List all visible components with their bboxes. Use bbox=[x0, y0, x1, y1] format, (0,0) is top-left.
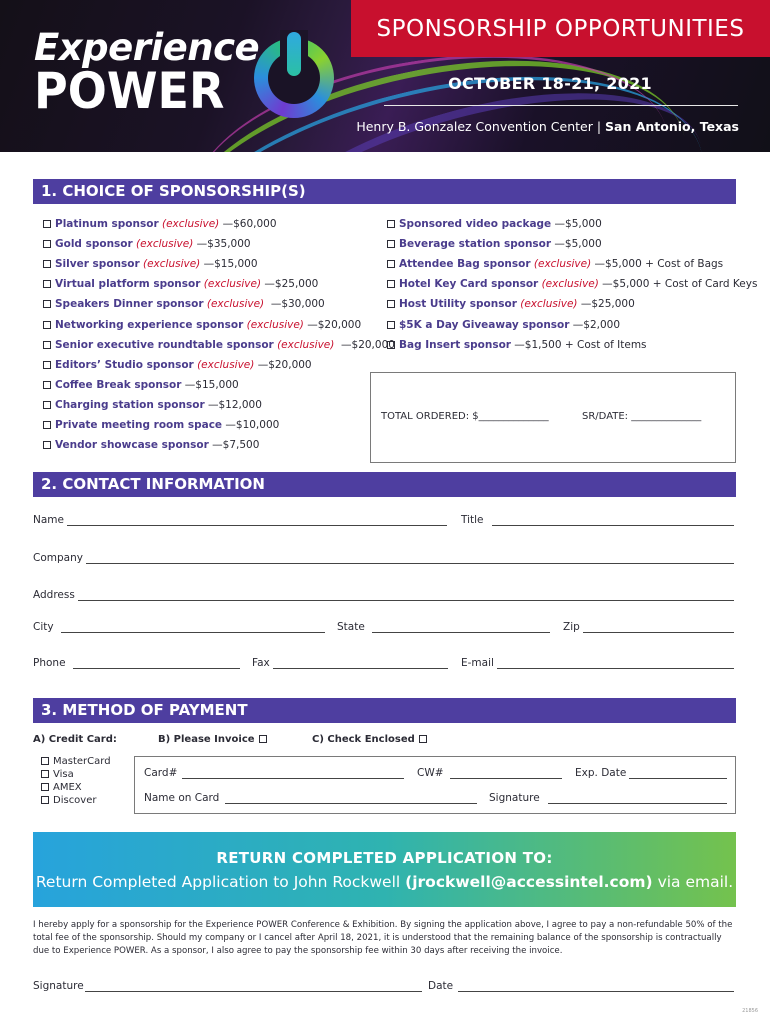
invoice-checkbox[interactable] bbox=[259, 735, 267, 743]
sponsorship-checkbox[interactable] bbox=[43, 300, 51, 308]
card-option-label: Discover bbox=[53, 795, 97, 806]
sponsorship-price: —$7,500 bbox=[208, 439, 260, 452]
sponsorship-option[interactable] bbox=[387, 218, 602, 230]
signature-field[interactable] bbox=[33, 980, 422, 992]
card-option-mastercard[interactable] bbox=[41, 755, 111, 768]
card-number-label: Card# bbox=[144, 767, 178, 779]
sponsorship-name: Vendor showcase sponsor bbox=[55, 439, 209, 452]
return-banner bbox=[33, 832, 736, 907]
address-input-line[interactable] bbox=[78, 592, 734, 601]
title-box bbox=[351, 0, 770, 57]
return-text-prefix: Return Completed Application to John Rockwell bbox=[35, 873, 406, 891]
signature-label: Signature bbox=[33, 980, 84, 992]
sponsorship-checkbox[interactable] bbox=[43, 220, 51, 228]
logo-text-power: POWER bbox=[34, 62, 225, 120]
name-on-card-label: Name on Card bbox=[144, 792, 220, 804]
sponsorship-checkbox[interactable] bbox=[43, 401, 51, 409]
card-option-label: MasterCard bbox=[53, 756, 111, 767]
sponsorship-option[interactable] bbox=[43, 359, 312, 371]
sponsorship-option[interactable] bbox=[43, 298, 325, 310]
exclusive-tag: (exclusive) bbox=[246, 318, 304, 331]
title-label: Title bbox=[461, 514, 484, 526]
sponsorship-checkbox[interactable] bbox=[43, 381, 51, 389]
discover-checkbox[interactable] bbox=[41, 796, 49, 804]
exclusive-tag: (exclusive) bbox=[197, 358, 255, 371]
return-email-link[interactable]: (jrockwell@accessintel.com) bbox=[405, 873, 653, 891]
phone-label: Phone bbox=[33, 657, 66, 669]
terms-text: I hereby apply for a sponsorship for the Experience POWER Conference & Exhibition. By signing the application above, I agree to pay a non-refundable 50% of the total fee of the sponsorship. Should my company or I cancel after April 18, 2021, it is understood that the remaining balance of the sponsorship is contractually due to Experience POWER. As a sponsor, I also agree to pay the sponsorship fee within 30 days after receiving the invoice. bbox=[33, 920, 733, 956]
zip-field[interactable] bbox=[563, 621, 734, 633]
zip-input-line[interactable] bbox=[583, 624, 734, 633]
email-field[interactable] bbox=[461, 657, 734, 669]
cvv-input-line[interactable] bbox=[450, 770, 562, 779]
sponsorship-price: —$60,000 bbox=[219, 218, 277, 230]
exclusive-tag: (exclusive) bbox=[533, 258, 592, 271]
sponsorship-name: Senior executive roundtable sponsor bbox=[55, 338, 274, 351]
sponsorship-option[interactable] bbox=[387, 278, 757, 290]
sponsorship-name: Hotel Key Card sponsor bbox=[399, 278, 539, 291]
check-label: C) Check Enclosed bbox=[312, 734, 415, 745]
name-field[interactable] bbox=[33, 514, 447, 526]
title-field[interactable] bbox=[461, 514, 734, 526]
header-banner bbox=[0, 0, 770, 152]
zip-label: Zip bbox=[563, 621, 580, 633]
sponsorship-checkbox[interactable] bbox=[43, 421, 51, 429]
fax-input-line[interactable] bbox=[273, 660, 448, 669]
total-ordered-field[interactable]: TOTAL ORDERED: $______________ bbox=[381, 411, 549, 422]
city-field[interactable] bbox=[33, 621, 325, 633]
section-heading-contact: 2. CONTACT INFORMATION bbox=[33, 472, 736, 497]
event-dates: OCTOBER 18-21, 2021 bbox=[448, 74, 652, 93]
name-label: Name bbox=[33, 514, 64, 526]
sponsorship-option[interactable] bbox=[43, 218, 277, 230]
sponsorship-option[interactable] bbox=[43, 419, 279, 431]
sponsorship-option[interactable] bbox=[387, 298, 635, 310]
sponsorship-checkbox[interactable] bbox=[387, 300, 395, 308]
section-heading-sponsorship: 1. CHOICE OF SPONSORSHIP(S) bbox=[33, 179, 736, 204]
sponsorship-name: Host Utility sponsor bbox=[399, 298, 517, 311]
venue-name: Henry B. Gonzalez Convention Center | bbox=[356, 119, 606, 134]
event-venue bbox=[356, 119, 739, 134]
sponsorship-price: —$25,000 bbox=[261, 278, 319, 291]
sponsorship-price: —$20,000 bbox=[334, 338, 395, 351]
address-label: Address bbox=[33, 589, 75, 601]
card-number-input-line[interactable] bbox=[182, 770, 404, 779]
email-input-line[interactable] bbox=[497, 660, 734, 669]
page-title: SPONSORSHIP OPPORTUNITIES bbox=[376, 15, 745, 42]
fax-field[interactable] bbox=[252, 657, 448, 669]
sponsorship-checkbox[interactable] bbox=[43, 260, 51, 268]
cvv-label: CW# bbox=[417, 767, 444, 779]
sponsorship-price: —$5,000 bbox=[551, 238, 602, 251]
name-on-card-input-line[interactable] bbox=[225, 795, 477, 804]
exclusive-tag: (exclusive) bbox=[206, 298, 265, 311]
sponsorship-option[interactable] bbox=[387, 339, 647, 351]
sponsorship-name: Editors’ Studio sponsor bbox=[55, 358, 194, 371]
exp-date-input-line[interactable] bbox=[629, 770, 727, 779]
card-signature-field[interactable] bbox=[489, 792, 727, 804]
sponsorship-name: Coffee Break sponsor bbox=[55, 378, 182, 391]
name-on-card-field[interactable] bbox=[144, 792, 477, 804]
sponsorship-option[interactable] bbox=[43, 319, 361, 331]
card-signature-input-line[interactable] bbox=[548, 795, 727, 804]
power-icon-bar bbox=[287, 32, 301, 76]
sponsorship-name: Networking experience sponsor bbox=[55, 318, 244, 331]
sponsorship-price: —$10,000 bbox=[222, 419, 280, 431]
sponsorship-checkbox[interactable] bbox=[43, 280, 51, 288]
sponsorship-option[interactable] bbox=[43, 238, 251, 250]
exclusive-tag: (exclusive) bbox=[143, 258, 201, 271]
state-input-line[interactable] bbox=[372, 624, 550, 633]
sponsorship-price: —$5,000 + Cost of Card Keys bbox=[598, 278, 758, 291]
sponsorship-price: —$5,000 + Cost of Bags bbox=[591, 258, 724, 271]
card-signature-label: Signature bbox=[489, 792, 540, 804]
return-instructions bbox=[33, 873, 736, 891]
sponsorship-option[interactable] bbox=[43, 399, 262, 411]
visa-checkbox[interactable] bbox=[41, 770, 49, 778]
sponsorship-name: Speakers Dinner sponsor bbox=[55, 298, 204, 311]
sponsorship-option[interactable] bbox=[43, 258, 258, 270]
card-number-field[interactable] bbox=[144, 767, 404, 779]
sponsorship-option[interactable] bbox=[387, 258, 723, 270]
mastercard-checkbox[interactable] bbox=[41, 757, 49, 765]
amex-checkbox[interactable] bbox=[41, 783, 49, 791]
sponsorship-price: —$25,000 bbox=[577, 298, 635, 311]
phone-input-line[interactable] bbox=[73, 660, 240, 669]
return-text-suffix: via email. bbox=[652, 873, 734, 891]
sponsorship-checkbox[interactable] bbox=[387, 240, 395, 248]
city-input-line[interactable] bbox=[61, 624, 325, 633]
sponsorship-name: Private meeting room space bbox=[55, 419, 223, 431]
sponsorship-name: Beverage station sponsor bbox=[399, 238, 552, 251]
sponsorship-price: —$30,000 bbox=[264, 298, 325, 311]
exclusive-tag: (exclusive) bbox=[162, 218, 220, 230]
exclusive-tag: (exclusive) bbox=[203, 278, 262, 291]
sponsorship-name: Gold sponsor bbox=[55, 238, 133, 251]
company-label: Company bbox=[33, 552, 83, 564]
sponsorship-price: —$15,000 bbox=[200, 258, 258, 271]
venue-city: San Antonio, Texas bbox=[605, 119, 739, 134]
date-field[interactable] bbox=[428, 980, 734, 992]
sponsorship-option[interactable] bbox=[43, 278, 318, 290]
card-option-label: Visa bbox=[53, 769, 74, 780]
exclusive-tag: (exclusive) bbox=[541, 278, 599, 291]
sponsorship-option[interactable] bbox=[387, 319, 620, 331]
sponsorship-price: —$5,000 bbox=[551, 218, 602, 230]
sponsorship-price: —$12,000 bbox=[204, 398, 262, 411]
sponsorship-checkbox[interactable] bbox=[43, 361, 51, 369]
sponsorship-checkbox[interactable] bbox=[43, 321, 51, 329]
title-input-line[interactable] bbox=[492, 517, 734, 526]
signature-input-line[interactable] bbox=[85, 983, 422, 992]
exclusive-tag: (exclusive) bbox=[520, 298, 578, 311]
sr-date-field[interactable]: SR/DATE: ______________ bbox=[582, 411, 702, 422]
sponsorship-price: —$1,500 + Cost of Items bbox=[510, 338, 647, 351]
fax-label: Fax bbox=[252, 657, 270, 669]
sponsorship-name: Silver sponsor bbox=[55, 258, 140, 271]
address-field[interactable] bbox=[33, 589, 734, 601]
card-option-label: AMEX bbox=[53, 782, 82, 793]
card-type-list bbox=[41, 755, 111, 807]
exp-date-label: Exp. Date bbox=[575, 767, 627, 779]
sponsorship-price: —$15,000 bbox=[181, 378, 239, 391]
sponsorship-option[interactable] bbox=[387, 238, 602, 250]
phone-field[interactable] bbox=[33, 657, 240, 669]
credit-card-label: A) Credit Card: bbox=[33, 734, 117, 745]
email-label: E-mail bbox=[461, 657, 494, 669]
date-label: Date bbox=[428, 980, 454, 992]
sponsorship-checkbox[interactable] bbox=[387, 260, 395, 268]
sponsorship-price: —$20,000 bbox=[303, 318, 362, 331]
sponsorship-option[interactable] bbox=[43, 339, 395, 351]
invoice-label: B) Please Invoice bbox=[158, 734, 255, 745]
section-heading-payment: 3. METHOD OF PAYMENT bbox=[33, 698, 736, 723]
date-input-line[interactable] bbox=[458, 983, 734, 992]
sponsorship-name: Virtual platform sponsor bbox=[55, 278, 201, 291]
logo-text-experience: Experience bbox=[34, 26, 260, 69]
sponsorship-checkbox[interactable] bbox=[387, 341, 395, 349]
sponsorship-name: $5K a Day Giveaway sponsor bbox=[399, 318, 570, 331]
sponsorship-checkbox[interactable] bbox=[43, 240, 51, 248]
check-option[interactable] bbox=[312, 734, 427, 745]
cvv-field[interactable] bbox=[417, 767, 562, 779]
sponsorship-name: Platinum sponsor bbox=[55, 218, 159, 230]
exclusive-tag: (exclusive) bbox=[136, 238, 194, 251]
sponsorship-price: —$2,000 bbox=[569, 318, 621, 331]
company-field[interactable] bbox=[33, 552, 734, 564]
card-option-discover[interactable] bbox=[41, 794, 111, 807]
card-details-box bbox=[134, 756, 736, 814]
name-input-line[interactable] bbox=[67, 517, 447, 526]
sponsorship-price: —$35,000 bbox=[193, 238, 251, 251]
sponsorship-checkbox[interactable] bbox=[387, 280, 395, 288]
invoice-option[interactable] bbox=[158, 734, 267, 745]
sponsorship-option[interactable] bbox=[43, 439, 259, 451]
exclusive-tag: (exclusive) bbox=[277, 338, 335, 351]
sponsorship-price: —$20,000 bbox=[254, 358, 312, 371]
card-option-amex[interactable] bbox=[41, 781, 111, 794]
sponsorship-option[interactable] bbox=[43, 379, 239, 391]
card-option-visa[interactable] bbox=[41, 768, 111, 781]
sponsorship-name: Attendee Bag sponsor bbox=[399, 258, 531, 271]
form-code: 21856 bbox=[742, 1008, 758, 1014]
return-title: RETURN COMPLETED APPLICATION TO: bbox=[216, 849, 553, 867]
company-input-line[interactable] bbox=[86, 555, 734, 564]
sponsorship-checkbox[interactable] bbox=[43, 441, 51, 449]
check-checkbox[interactable] bbox=[419, 735, 427, 743]
state-label: State bbox=[337, 621, 365, 633]
header-divider bbox=[384, 105, 738, 106]
exp-date-field[interactable] bbox=[575, 767, 727, 779]
sponsorship-name: Bag Insert sponsor bbox=[399, 338, 511, 351]
sponsorship-name: Sponsored video package bbox=[399, 218, 552, 230]
state-field[interactable] bbox=[337, 621, 550, 633]
sponsorship-checkbox[interactable] bbox=[43, 341, 51, 349]
city-label: City bbox=[33, 621, 54, 633]
sponsorship-checkbox[interactable] bbox=[387, 220, 395, 228]
sponsorship-name: Charging station sponsor bbox=[55, 398, 205, 411]
sponsorship-checkbox[interactable] bbox=[387, 321, 395, 329]
